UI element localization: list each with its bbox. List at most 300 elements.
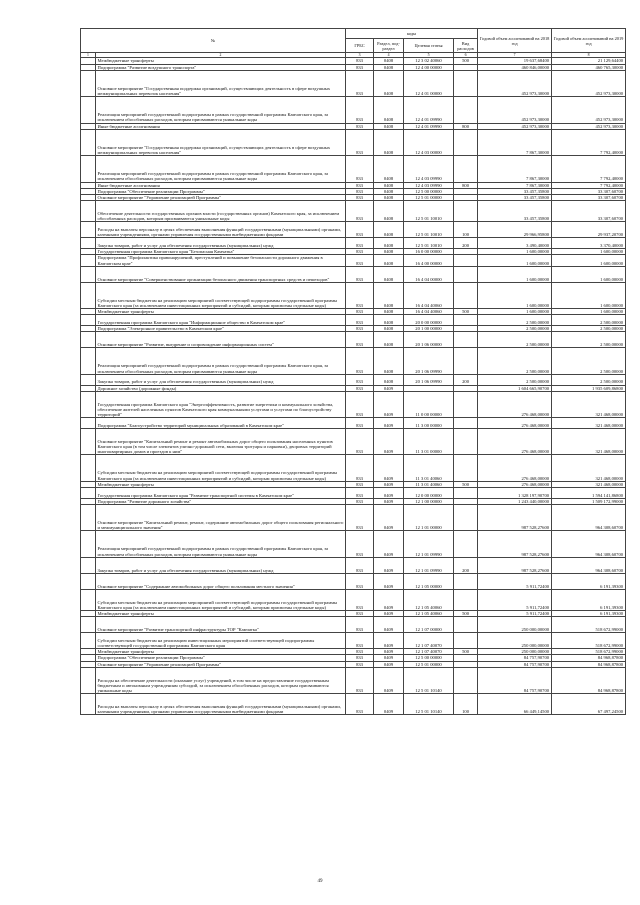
- header-csr: Целевая статья: [404, 39, 454, 53]
- row-name: Основное мероприятие "Управление реализацией Программы": [96, 194, 346, 200]
- row-csr: 12 4 03 00000: [404, 129, 454, 155]
- row-csr: 12 0 00 00000: [404, 487, 454, 498]
- row-name: Основное мероприятие "Капитальный ремонт, ремонт, содержание автомобильных дорог общего пользования регионального и межмуниципального значения": [96, 504, 346, 530]
- row-number: [81, 348, 96, 374]
- table-row: [81, 348, 626, 374]
- row-razdel: 0409: [374, 487, 404, 498]
- row-razdel: 0409: [374, 428, 404, 454]
- row-value-2019: 964 308,60700: [552, 557, 626, 573]
- row-vr: 800: [454, 182, 478, 188]
- row-razdel: 0408: [374, 188, 404, 194]
- header-number: №: [81, 29, 346, 53]
- table-row: [81, 633, 626, 649]
- row-grbs: 833: [346, 97, 374, 123]
- row-vr: [454, 455, 478, 481]
- table-header: [81, 29, 626, 58]
- row-number: [81, 589, 96, 610]
- row-razdel: 0409: [374, 610, 404, 616]
- row-vr: [454, 348, 478, 374]
- row-name: Межбюджетные трансферты: [96, 610, 346, 616]
- row-number: [81, 332, 96, 348]
- row-name: Межбюджетные трансферты: [96, 58, 346, 64]
- row-value-2019: 3 370,40000: [552, 238, 626, 249]
- table-row: [81, 667, 626, 693]
- row-value-2018: 5 911,72400: [478, 610, 552, 616]
- row-csr: 12 1 07 40070: [404, 633, 454, 649]
- row-razdel: 0408: [374, 249, 404, 255]
- row-name: Основное мероприятие "Государственная поддержка организаций, осуществляющих деятельность в сфере воздушных межмуниципальных перевозок населения": [96, 70, 346, 96]
- row-name: Основное мероприятие "Развитие, внедрение и сопровождение информационных систем": [96, 332, 346, 348]
- column-number: 4: [374, 53, 404, 58]
- row-name: Основное мероприятие "Развитие транспортной инфраструктуры ТОР "Камчатка": [96, 617, 346, 633]
- row-vr: [454, 201, 478, 222]
- row-grbs: 833: [346, 249, 374, 255]
- row-grbs: 833: [346, 661, 374, 667]
- row-razdel: 0408: [374, 156, 404, 182]
- row-vr: [454, 667, 478, 693]
- header-grbs: ГРБС: [346, 39, 374, 53]
- row-csr: 12 5 01 00000: [404, 661, 454, 667]
- table-row: [81, 428, 626, 454]
- row-value-2018: 987 528,27600: [478, 557, 552, 573]
- row-vr: [454, 97, 478, 123]
- row-csr: 20 1 06 09990: [404, 374, 454, 385]
- table-row: [81, 222, 626, 238]
- row-value-2019: 1 600,00000: [552, 255, 626, 266]
- row-value-2019: 1 594 141,86800: [552, 487, 626, 498]
- column-number: 7: [478, 53, 552, 58]
- row-name: Подпрограмма "Обеспечение реализации Программы": [96, 655, 346, 661]
- row-value-2019: 452 973,30000: [552, 97, 626, 123]
- row-name: Дорожное хозяйство (дорожные фонды): [96, 385, 346, 391]
- table-row: [81, 617, 626, 633]
- row-csr: 11 0 00 00000: [404, 391, 454, 417]
- row-grbs: 833: [346, 309, 374, 315]
- row-vr: [454, 315, 478, 326]
- row-razdel: 0408: [374, 309, 404, 315]
- row-razdel: 0409: [374, 617, 404, 633]
- row-csr: 12 4 01 09990: [404, 97, 454, 123]
- row-value-2019: 1 600,00000: [552, 266, 626, 282]
- row-number: [81, 391, 96, 417]
- row-grbs: 833: [346, 348, 374, 374]
- row-csr: 20 1 06 00000: [404, 332, 454, 348]
- row-csr: 20 1 06 09990: [404, 348, 454, 374]
- row-csr: 12 1 01 09990: [404, 557, 454, 573]
- row-csr: 11 3 01 40060: [404, 481, 454, 487]
- row-csr: 12 4 01 00000: [404, 70, 454, 96]
- row-grbs: 833: [346, 238, 374, 249]
- row-grbs: 833: [346, 282, 374, 308]
- row-value-2019: 1 600,00000: [552, 309, 626, 315]
- row-vr: [454, 282, 478, 308]
- row-value-2018: 2 500,00000: [478, 348, 552, 374]
- row-grbs: 833: [346, 182, 374, 188]
- row-grbs: 833: [346, 531, 374, 557]
- row-razdel: 0408: [374, 201, 404, 222]
- row-grbs: 833: [346, 589, 374, 610]
- row-value-2019: 6 191,39300: [552, 589, 626, 610]
- row-value-2019: 518 672,99000: [552, 633, 626, 649]
- row-razdel: 0408: [374, 255, 404, 266]
- row-name: Межбюджетные трансферты: [96, 309, 346, 315]
- row-vr: 500: [454, 610, 478, 616]
- row-grbs: 833: [346, 266, 374, 282]
- row-value-2018: 84 757,90700: [478, 667, 552, 693]
- table-row: [81, 332, 626, 348]
- table-row: [81, 156, 626, 182]
- row-razdel: 0409: [374, 455, 404, 481]
- row-value-2019: 1 935 609,86800: [552, 385, 626, 391]
- row-vr: 100: [454, 222, 478, 238]
- row-razdel: 0409: [374, 385, 404, 391]
- row-csr: 12 3 02 40060: [404, 58, 454, 64]
- row-value-2019: 518 672,99000: [552, 617, 626, 633]
- row-value-2019: 321 468,00000: [552, 481, 626, 487]
- table-row: [81, 391, 626, 417]
- row-value-2018: 276 468,00000: [478, 391, 552, 417]
- row-value-2018: 250 000,00000: [478, 633, 552, 649]
- row-vr: 100: [454, 694, 478, 715]
- row-name: Основное мероприятие "Государственная поддержка организаций, осуществляющих деятельность в сфере воздушных межмуниципальных перевозок населения": [96, 129, 346, 155]
- row-value-2019: 29 937,20700: [552, 222, 626, 238]
- row-csr: 16 4 04 40060: [404, 282, 454, 308]
- row-grbs: 833: [346, 194, 374, 200]
- column-number: 6: [454, 53, 478, 58]
- row-name: Государственная программа Камчатского края "Энергоэффективность, развитие энергетики и коммунального хозяйства, обеспечение жителей населенных пунктов Камчатского края коммунальными услугами и услугами по благоустройству территорий": [96, 391, 346, 417]
- row-value-2019: 33 307,60700: [552, 194, 626, 200]
- row-razdel: 0408: [374, 266, 404, 282]
- row-grbs: 833: [346, 326, 374, 332]
- row-vr: [454, 428, 478, 454]
- row-value-2019: 6 191,39300: [552, 610, 626, 616]
- table-row: [81, 557, 626, 573]
- row-value-2018: 276 468,00000: [478, 418, 552, 429]
- row-grbs: 833: [346, 633, 374, 649]
- row-razdel: 0408: [374, 222, 404, 238]
- row-name: Подпрограмма "Благоустройство территорий муниципальных образований в Камчатском крае": [96, 418, 346, 429]
- row-name: Расходы на обеспечение деятельности (оказание услуг) учреждений, в том числе на предоставление государственным бюджетным и автономным учреждениям субсидий, за исключением обособленных расходов, которым присваиваются уникальные коды: [96, 667, 346, 693]
- row-csr: 11 3 00 00000: [404, 418, 454, 429]
- row-value-2019: 7 792,40000: [552, 182, 626, 188]
- row-csr: 12 5 01 10010: [404, 238, 454, 249]
- row-grbs: 833: [346, 315, 374, 326]
- row-razdel: 0408: [374, 315, 404, 326]
- row-name: Закупка товаров, работ и услуг для обеспечения государственных (муниципальных) нужд: [96, 238, 346, 249]
- row-grbs: 833: [346, 428, 374, 454]
- row-csr: 12 4 00 00000: [404, 64, 454, 70]
- row-name: Обеспечение деятельности государственных органов власти (государственных органов) Камчатского края, за исключением обособленных расходов, которым присваиваются уникальные коды: [96, 201, 346, 222]
- row-name: Подпрограмма "Электронное правительство в Камчатском крае": [96, 326, 346, 332]
- row-razdel: 0408: [374, 70, 404, 96]
- row-razdel: 0408: [374, 348, 404, 374]
- row-number: [81, 633, 96, 649]
- row-razdel: 0408: [374, 129, 404, 155]
- row-grbs: 833: [346, 129, 374, 155]
- row-name: Основное мероприятие "Управление реализацией Программы": [96, 661, 346, 667]
- row-csr: 16 4 04 40060: [404, 309, 454, 315]
- row-value-2018: 460 846,00000: [478, 64, 552, 70]
- row-razdel: 0409: [374, 504, 404, 530]
- row-value-2018: 7 867,30000: [478, 156, 552, 182]
- row-value-2018: 29 966,95800: [478, 222, 552, 238]
- row-value-2019: 452 973,30000: [552, 70, 626, 96]
- row-csr: 12 1 05 40060: [404, 610, 454, 616]
- row-grbs: 833: [346, 455, 374, 481]
- row-grbs: 833: [346, 58, 374, 64]
- row-razdel: 0409: [374, 667, 404, 693]
- row-value-2018: 1 328 197,90700: [478, 487, 552, 498]
- row-name: Реализация мероприятий государственной подпрограммы в рамках государственной программы Камчатского края, за исключением обособленных расходов, которым присваиваются уникальные коды: [96, 348, 346, 374]
- row-razdel: 0409: [374, 573, 404, 589]
- row-csr: 12 5 00 00000: [404, 655, 454, 661]
- row-csr: 12 1 05 00000: [404, 573, 454, 589]
- row-razdel: 0408: [374, 194, 404, 200]
- row-grbs: 833: [346, 123, 374, 129]
- row-value-2018: 1 600,00000: [478, 282, 552, 308]
- row-csr: 20 1 00 00000: [404, 326, 454, 332]
- row-value-2018: 19 637,68400: [478, 58, 552, 64]
- header-codes: коды: [346, 29, 478, 39]
- row-grbs: 833: [346, 70, 374, 96]
- row-value-2019: 84 968,87800: [552, 661, 626, 667]
- row-grbs: 833: [346, 573, 374, 589]
- row-value-2018: 5 911,72400: [478, 589, 552, 610]
- row-razdel: 0409: [374, 498, 404, 504]
- row-number: [81, 201, 96, 222]
- row-razdel: 0408: [374, 58, 404, 64]
- row-vr: [454, 504, 478, 530]
- row-value-2019: 67 497,24500: [552, 694, 626, 715]
- row-razdel: 0408: [374, 97, 404, 123]
- table-row: [81, 129, 626, 155]
- row-name: Межбюджетные трансферты: [96, 649, 346, 655]
- row-vr: 200: [454, 374, 478, 385]
- row-grbs: 833: [346, 617, 374, 633]
- row-grbs: 833: [346, 255, 374, 266]
- row-razdel: 0408: [374, 332, 404, 348]
- row-value-2018: 276 468,00000: [478, 428, 552, 454]
- header-vr: Вид расходов: [454, 39, 478, 53]
- row-grbs: 833: [346, 222, 374, 238]
- row-grbs: 833: [346, 487, 374, 498]
- row-number: [81, 617, 96, 633]
- row-value-2019: 84 968,87800: [552, 667, 626, 693]
- row-csr: 12 1 07 00000: [404, 617, 454, 633]
- row-value-2019: 84 968,87800: [552, 655, 626, 661]
- table-row: [81, 201, 626, 222]
- row-value-2019: 33 307,60700: [552, 188, 626, 194]
- row-value-2018: 276 468,00000: [478, 481, 552, 487]
- row-vr: [454, 633, 478, 649]
- row-vr: [454, 531, 478, 557]
- row-razdel: 0409: [374, 418, 404, 429]
- row-razdel: 0409: [374, 649, 404, 655]
- row-number: [81, 694, 96, 715]
- row-value-2019: 7 792,40000: [552, 129, 626, 155]
- row-vr: [454, 617, 478, 633]
- row-number: [81, 222, 96, 238]
- table-row: [81, 266, 626, 282]
- row-grbs: 833: [346, 188, 374, 194]
- row-number: [81, 266, 96, 282]
- row-csr: 12 1 01 00000: [404, 504, 454, 530]
- row-grbs: 833: [346, 391, 374, 417]
- row-value-2018: 1 600,00000: [478, 249, 552, 255]
- row-number: [81, 129, 96, 155]
- row-razdel: 0408: [374, 374, 404, 385]
- row-csr: 16 0 00 00000: [404, 249, 454, 255]
- row-value-2018: 276 468,00000: [478, 455, 552, 481]
- row-vr: [454, 129, 478, 155]
- row-number: [81, 455, 96, 481]
- row-value-2018: 250 000,00000: [478, 649, 552, 655]
- row-csr: 12 5 01 10140: [404, 694, 454, 715]
- table-row: [81, 418, 626, 429]
- row-grbs: 833: [346, 655, 374, 661]
- row-number: [81, 97, 96, 123]
- row-csr: 12 4 03 09990: [404, 182, 454, 188]
- row-name: Иные бюджетные ассигнования: [96, 182, 346, 188]
- row-value-2019: 1 509 172,99000: [552, 498, 626, 504]
- row-number: [81, 238, 96, 249]
- row-razdel: 0409: [374, 481, 404, 487]
- row-csr: 16 4 04 00000: [404, 266, 454, 282]
- header-razdel: Раздел, под-раздел: [374, 39, 404, 53]
- row-value-2018: 1 600,00000: [478, 309, 552, 315]
- row-name: Подпрограмма "Развитие воздушного транспорта": [96, 64, 346, 70]
- table-row: [81, 97, 626, 123]
- row-value-2019: 6 191,39300: [552, 573, 626, 589]
- row-number: [81, 315, 96, 326]
- row-csr: 12 5 00 00000: [404, 188, 454, 194]
- table-row: [81, 238, 626, 249]
- row-razdel: 0409: [374, 557, 404, 573]
- column-number: 2: [96, 53, 346, 58]
- row-csr: 12 5 01 10010: [404, 201, 454, 222]
- row-value-2018: 3 490,40000: [478, 238, 552, 249]
- row-number: [81, 418, 96, 429]
- row-value-2018: 2 500,00000: [478, 326, 552, 332]
- page-number: 49: [317, 879, 323, 884]
- row-number: [81, 374, 96, 385]
- table-row: [81, 374, 626, 385]
- row-vr: [454, 156, 478, 182]
- row-grbs: 833: [346, 385, 374, 391]
- row-csr: 12 1 01 09990: [404, 531, 454, 557]
- row-grbs: 833: [346, 156, 374, 182]
- row-vr: 200: [454, 238, 478, 249]
- row-value-2019: 452 973,30000: [552, 123, 626, 129]
- row-razdel: 0408: [374, 326, 404, 332]
- row-razdel: 0408: [374, 123, 404, 129]
- row-value-2018: 84 757,90700: [478, 661, 552, 667]
- row-grbs: 833: [346, 557, 374, 573]
- row-value-2019: 2 500,00000: [552, 332, 626, 348]
- row-vr: 200: [454, 557, 478, 573]
- row-value-2019: 460 765,30000: [552, 64, 626, 70]
- row-razdel: 0408: [374, 64, 404, 70]
- row-value-2018: 250 000,00000: [478, 617, 552, 633]
- row-razdel: 0409: [374, 531, 404, 557]
- row-name: Государственная программа Камчатского края "Безопасная Камчатка": [96, 249, 346, 255]
- row-number: [81, 531, 96, 557]
- header-2019: Годовой объем ассигнований на 2019 год: [552, 29, 626, 53]
- table-row: [81, 487, 626, 498]
- column-number: 1: [81, 53, 96, 58]
- table-row: [81, 573, 626, 589]
- row-razdel: 0408: [374, 238, 404, 249]
- row-value-2019: 2 500,00000: [552, 348, 626, 374]
- row-value-2018: 452 973,30000: [478, 97, 552, 123]
- table-body: [81, 58, 626, 715]
- table-row: [81, 315, 626, 326]
- row-value-2019: 7 792,40000: [552, 156, 626, 182]
- row-name: Основное мероприятие "Содержание автомобильных дорог общего пользования местного значения": [96, 573, 346, 589]
- row-vr: 500: [454, 309, 478, 315]
- row-vr: [454, 573, 478, 589]
- row-razdel: 0409: [374, 589, 404, 610]
- row-name: Субсидии местным бюджетам на реализацию инвестиционных мероприятий соответствующей подпрограммы соответствующей государственной программы Камчатского края: [96, 633, 346, 649]
- row-value-2018: 33 457,35800: [478, 188, 552, 194]
- row-value-2018: 7 867,30000: [478, 129, 552, 155]
- row-csr: 12 5 01 00000: [404, 194, 454, 200]
- row-vr: [454, 255, 478, 266]
- row-vr: [454, 418, 478, 429]
- row-value-2019: 321 468,00000: [552, 428, 626, 454]
- row-value-2019: 1 600,00000: [552, 282, 626, 308]
- row-number: [81, 282, 96, 308]
- row-value-2019: 964 308,60700: [552, 504, 626, 530]
- row-csr: 12 5 01 10010: [404, 222, 454, 238]
- row-value-2018: 33 457,35800: [478, 194, 552, 200]
- row-name: Реализация мероприятий государственной подпрограммы в рамках государственной программы Камчатского края, за исключением обособленных расходов, которым присваиваются уникальные коды: [96, 156, 346, 182]
- row-name: Расходы на выплаты персоналу в целях обеспечения выполнения функций государственными (муниципальными) органами, казенными учреждениями, органами управления государственными внебюджетными фондами: [96, 222, 346, 238]
- row-value-2018: 33 457,35800: [478, 201, 552, 222]
- table-row: [81, 589, 626, 610]
- row-vr: 500: [454, 481, 478, 487]
- table-row: [81, 531, 626, 557]
- row-grbs: 833: [346, 418, 374, 429]
- row-csr: 11 3 01 00000: [404, 428, 454, 454]
- row-name: Субсидии местным бюджетам на реализацию мероприятий соответствующей подпрограммы государственной программы Камчатского края (за исключением инвестиционных мероприятий и субсидий, которым присвоены отдельные коды): [96, 589, 346, 610]
- row-value-2018: 987 528,27600: [478, 504, 552, 530]
- table-row: [81, 455, 626, 481]
- row-value-2019: 2 500,00000: [552, 315, 626, 326]
- column-number: 3: [346, 53, 374, 58]
- row-vr: [454, 332, 478, 348]
- row-value-2018: 2 500,00000: [478, 315, 552, 326]
- row-vr: 500: [454, 58, 478, 64]
- row-name: Закупка товаров, работ и услуг для обеспечения государственных (муниципальных) нужд: [96, 374, 346, 385]
- row-value-2018: 7 867,30000: [478, 182, 552, 188]
- row-value-2018: 2 500,00000: [478, 374, 552, 385]
- row-grbs: 833: [346, 481, 374, 487]
- row-grbs: 833: [346, 498, 374, 504]
- row-grbs: 833: [346, 694, 374, 715]
- header-2018: Годовой объем ассигнований на 2018 год: [478, 29, 552, 53]
- row-number: [81, 70, 96, 96]
- row-csr: 12 1 00 00000: [404, 498, 454, 504]
- row-razdel: 0409: [374, 633, 404, 649]
- row-vr: [454, 70, 478, 96]
- row-number: [81, 667, 96, 693]
- row-value-2019: 2 500,00000: [552, 374, 626, 385]
- table-row: [81, 694, 626, 715]
- row-razdel: 0409: [374, 391, 404, 417]
- row-vr: [454, 391, 478, 417]
- row-value-2018: 1 600,00000: [478, 266, 552, 282]
